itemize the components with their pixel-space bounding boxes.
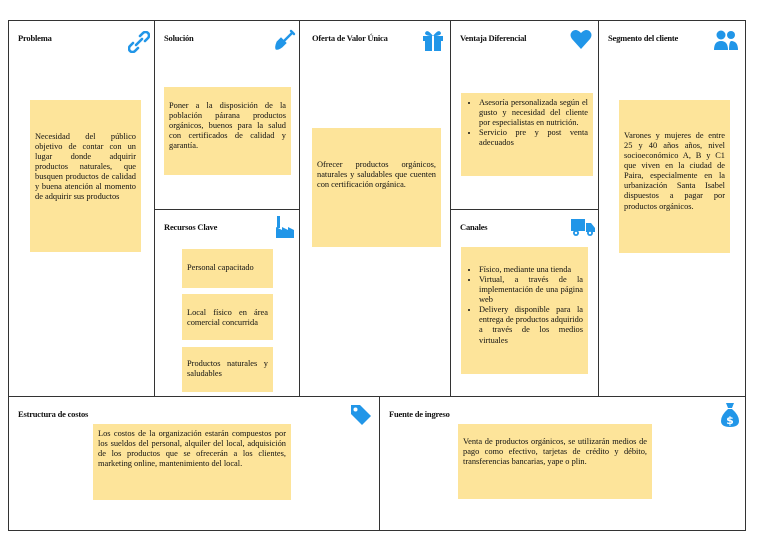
list-item: • Asesoría personalizada según el gusto y necesidad del cliente por especialistas en nutrición. (479, 98, 588, 128)
list-item: • Virtual, a través de la implementación de una página web (479, 275, 583, 305)
sticky-note: Los costos de la organización estarán compuestos por los sueldos del personal, alquiler del local, adquisición de los productos que se ofrecerán a los clientes, marketing online, mantenimiento del local. (93, 424, 291, 500)
block-title: Recursos Clave (164, 222, 218, 232)
truck-icon (571, 217, 595, 237)
sticky-note: Varones y mujeres de entre 25 y 40 años años, nivel socioeconómico A, B y C1 que viven en la ciudad de Paira, especialmente en la urbanización Santa Isabel dispuestos a pagar por productos orgánicos. (619, 100, 730, 253)
block-title: Ventaja Diferencial (460, 33, 527, 43)
shovel-icon (274, 28, 296, 52)
sticky-note: Necesidad del público objetivo de contar con un lugar donde adquirir productos naturales, que busquen productos de calidad y buena atención al momento de adquirir sus productos (30, 100, 141, 252)
sticky-note: Venta de productos orgánicos, se utilizarán medios de pago como efectivo, tarjetas de crédito y débito, transferencias bancarias, yape o plin. (458, 424, 652, 499)
block-title: Problema (18, 33, 52, 43)
block-title: Fuente de ingreso (389, 409, 450, 419)
sticky-note (461, 247, 588, 374)
block-recursos-clave (154, 209, 300, 397)
sticky-note: Productos naturales y saludables (182, 347, 273, 392)
sticky-note: Local físico en área comercial concurrida (182, 294, 273, 340)
block-canales (450, 209, 599, 397)
block-title: Canales (460, 222, 488, 232)
users-icon (714, 30, 738, 50)
block-oferta-valor (299, 20, 451, 397)
block-title: Solución (164, 33, 194, 43)
link-icon (128, 31, 150, 53)
block-title: Estructura de costos (18, 409, 89, 419)
list-item: • Físico, mediante una tienda (479, 265, 583, 275)
list-item: • Delivery disponible para la entrega de productos adquirido a través de los medios virtuales (479, 305, 583, 345)
svg-text:$: $ (726, 414, 734, 427)
block-solucion (154, 20, 300, 210)
block-ventaja-diferencial (450, 20, 599, 210)
gift-icon (421, 28, 445, 52)
sticky-note (461, 93, 593, 176)
sticky-note: Personal capacitado (182, 249, 273, 288)
block-fuente-ingreso (379, 396, 746, 531)
block-estructura-costos (8, 396, 380, 531)
block-title: Oferta de Valor Única (312, 33, 388, 43)
list-item: • Servicio pre y post venta adecuados (479, 128, 588, 148)
block-title: Segmento del cliente (608, 33, 679, 43)
factory-icon (275, 216, 295, 238)
block-problema (8, 20, 155, 397)
block-segmento-cliente (598, 20, 746, 397)
sticky-note: Poner a la disposición de la población páırana productos orgánicos, buenos para la salud con certificados de calidad y garantía. (164, 87, 291, 175)
tag-icon (350, 404, 372, 426)
heart-icon (570, 29, 592, 49)
money-bag-icon (721, 402, 739, 428)
sticky-note: Ofrecer productos orgánicos, naturales y saludables que cuenten con certificación orgánica. (312, 128, 441, 247)
